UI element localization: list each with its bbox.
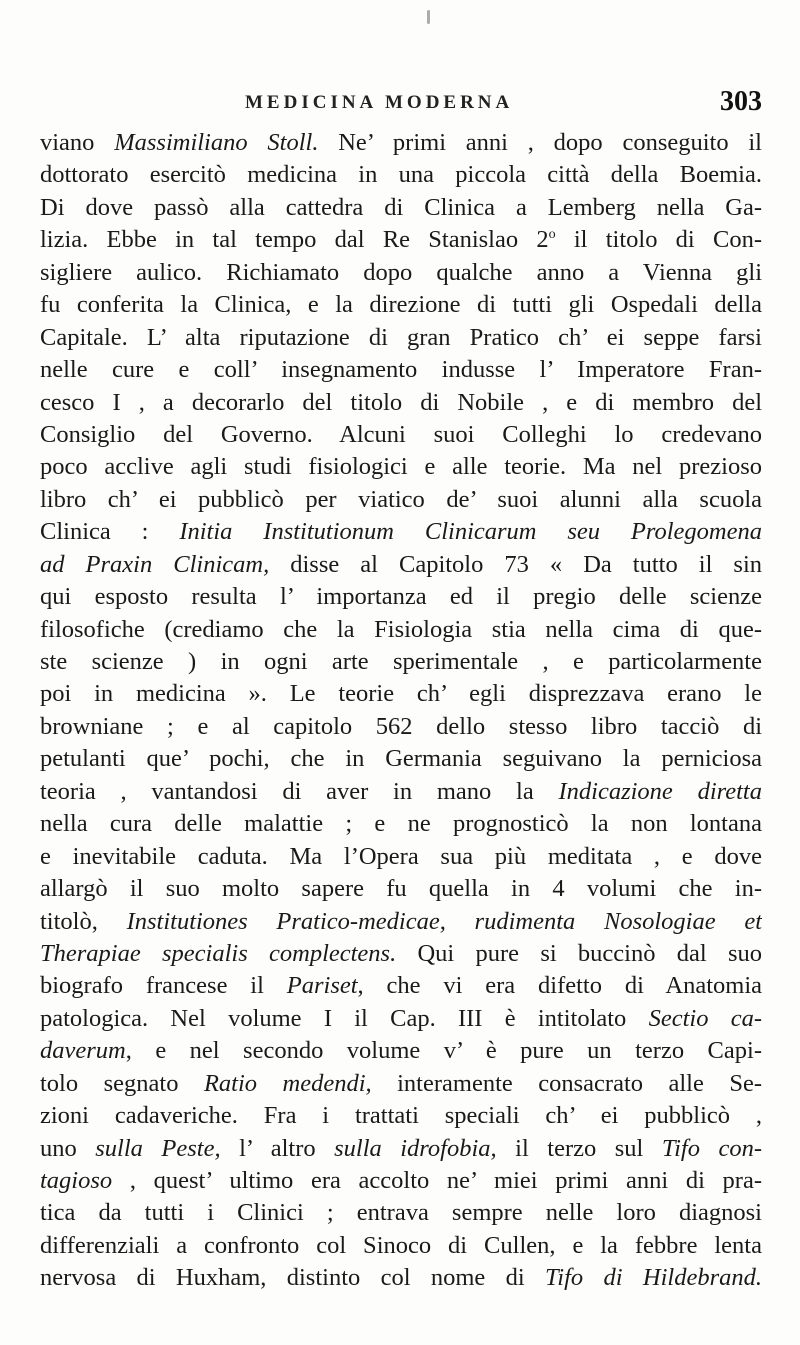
text-run: teoria , vantandosi di aver in mano la — [40, 777, 559, 805]
text-run: e inevitabile caduta. Ma l’Opera sua più meditata , e dove — [40, 842, 762, 870]
running-head: MEDICINA MODERNA — [245, 92, 514, 113]
italic-text-run: Ratio medendi, — [203, 1069, 372, 1097]
text-run: filosofiche (crediamo che la Fisiologia stia nella cima di que- — [40, 615, 762, 643]
italic-text-run: Sectio ca- — [648, 1004, 762, 1032]
italic-text-run: Initia Institutionum Clinicarum seu Prolegomena — [179, 518, 762, 546]
text-line — [40, 1100, 762, 1132]
text-run: petulanti que’ pochi, che in Germania seguivano la perniciosa — [40, 745, 762, 773]
text-run: sigliere aulico. Richiamato dopo qualche anno a Vienna gli — [40, 258, 762, 286]
text-run: tolo segnato — [40, 1069, 204, 1097]
text-run: uno — [40, 1134, 96, 1162]
text-run: interamente consacrato alle Se- — [371, 1069, 762, 1097]
italic-text-run: Massimiliano Stoll. — [114, 129, 319, 156]
text-run: patologica. Nel volume I il Cap. III è intitolato — [40, 1004, 649, 1032]
text-run: l’ altro — [220, 1134, 335, 1162]
text-run: qui esposto resulta l’ importanza ed il pregio delle scienze — [40, 583, 762, 611]
body-text — [40, 127, 762, 1295]
text-line — [40, 159, 762, 191]
text-run: il titolo di Con- — [555, 226, 762, 254]
text-run: viano — [40, 129, 115, 156]
text-line — [40, 451, 762, 483]
text-run: , quest’ ultimo era accolto ne’ miei primi anni di pra- — [112, 1167, 762, 1194]
text-line — [40, 873, 762, 905]
italic-text-run: Therapiae specialis complectens. — [40, 939, 397, 967]
text-line — [40, 906, 762, 938]
superscript-text: o — [548, 227, 556, 243]
text-run: lizia. Ebbe in tal tempo dal Re Stanislao 2 — [40, 226, 549, 254]
text-run: Ne’ primi anni , dopo conseguito il — [318, 129, 762, 156]
text-line — [40, 1133, 762, 1165]
text-run: Capitale. L’ alta riputazione di gran Pratico ch’ ei seppe farsi — [40, 323, 762, 351]
text-run: ste scienze ) in ogni arte sperimentale , e particolarmente — [40, 648, 762, 675]
text-line — [40, 1262, 762, 1294]
text-run: , e nel secondo volume v’ è pure un terzo Capi- — [125, 1037, 762, 1065]
text-run: Qui pure si buccinò dal suo — [396, 939, 762, 967]
text-line — [40, 192, 762, 224]
print-speck — [427, 10, 430, 24]
text-run: poi in medicina ». Le teorie ch’ egli disprezzava erano le — [40, 680, 762, 708]
text-run: Consiglio del Governo. Alcuni suoi Colleghi lo credevano — [40, 420, 762, 448]
text-line — [40, 614, 762, 646]
text-run: zioni cadaveriche. Fra i trattati speciali ch’ ei pubblicò , — [40, 1102, 762, 1130]
italic-text-run: daverum — [40, 1037, 126, 1065]
text-run: tica da tutti i Clinici ; entrava sempre nelle loro diagnosi — [40, 1199, 762, 1227]
text-line — [40, 419, 762, 451]
text-run: il terzo sul — [496, 1134, 662, 1162]
italic-text-run: Indicazione diretta — [558, 777, 762, 805]
italic-text-run: Institutiones Pratico-medicae, rudimenta Nosologiae et — [126, 907, 762, 935]
text-line — [40, 1197, 762, 1229]
text-line — [40, 322, 762, 354]
text-line — [40, 938, 762, 970]
text-line — [40, 1035, 762, 1067]
italic-text-run: tagioso — [40, 1167, 113, 1194]
text-line — [40, 581, 762, 613]
text-line — [40, 678, 762, 710]
page-number: 303 — [720, 86, 762, 117]
text-line — [40, 776, 762, 808]
text-run: titolò, — [40, 907, 127, 935]
text-run: browniane ; e al capitolo 562 dello stesso libro tacciò di — [40, 712, 762, 740]
italic-text-run: Tifo con- — [661, 1134, 762, 1162]
text-line — [40, 808, 762, 840]
text-line — [40, 354, 762, 386]
text-line — [40, 1068, 762, 1100]
italic-text-run: ad Praxin Clinicam, — [40, 550, 270, 578]
text-line — [40, 516, 762, 548]
text-line — [40, 289, 762, 321]
text-run: biografo francese il — [40, 972, 287, 1000]
text-line — [40, 711, 762, 743]
page-header — [40, 88, 762, 128]
text-run: , che vi era difetto di Anatomia — [357, 972, 762, 1000]
italic-text-run: sulla idrofobia, — [334, 1134, 497, 1162]
italic-text-run: Tifo di Hildebrand. — [545, 1264, 762, 1292]
text-run: poco acclive agli studi fisiologici e alle teorie. Ma nel prezioso — [40, 453, 762, 481]
text-line — [40, 484, 762, 516]
text-line — [40, 1230, 762, 1262]
text-line — [40, 549, 762, 581]
text-line — [40, 127, 762, 159]
text-run: nervosa di Huxham, distinto col nome di — [40, 1264, 546, 1292]
text-run: differenziali a confronto col Sinoco di Cullen, e la febbre lenta — [40, 1231, 762, 1259]
text-run: Clinica : — [40, 518, 180, 546]
text-run: nella cura delle malattie ; e ne prognosticò la non lontana — [40, 810, 762, 838]
text-line — [40, 224, 762, 256]
text-line — [40, 1003, 762, 1035]
italic-text-run: sulla Peste, — [95, 1134, 221, 1162]
text-line — [40, 743, 762, 775]
text-run: dottorato esercitò medicina in una piccola città della Boemia. — [40, 161, 762, 189]
text-line — [40, 1165, 762, 1197]
text-line — [40, 646, 762, 678]
text-run: allargò il suo molto sapere fu quella in 4 volumi che in- — [40, 875, 762, 903]
text-line — [40, 970, 762, 1002]
text-line — [40, 841, 762, 873]
text-run: disse al Capitolo 73 « Da tutto il sin — [269, 550, 762, 578]
text-run: fu conferita la Clinica, e la direzione di tutti gli Ospedali della — [40, 291, 762, 319]
text-run: Di dove passò alla cattedra di Clinica a Lemberg nella Ga- — [40, 193, 762, 221]
text-line — [40, 257, 762, 289]
text-run: libro ch’ ei pubblicò per viatico de’ suoi alunni alla scuola — [40, 485, 762, 513]
text-run: cesco I , a decorarlo del titolo di Nobile , e di membro del — [40, 388, 762, 416]
text-run: nelle cure e coll’ insegnamento indusse l’ Imperatore Fran- — [40, 356, 762, 384]
text-line — [40, 387, 762, 419]
italic-text-run: Pariset — [286, 972, 358, 1000]
